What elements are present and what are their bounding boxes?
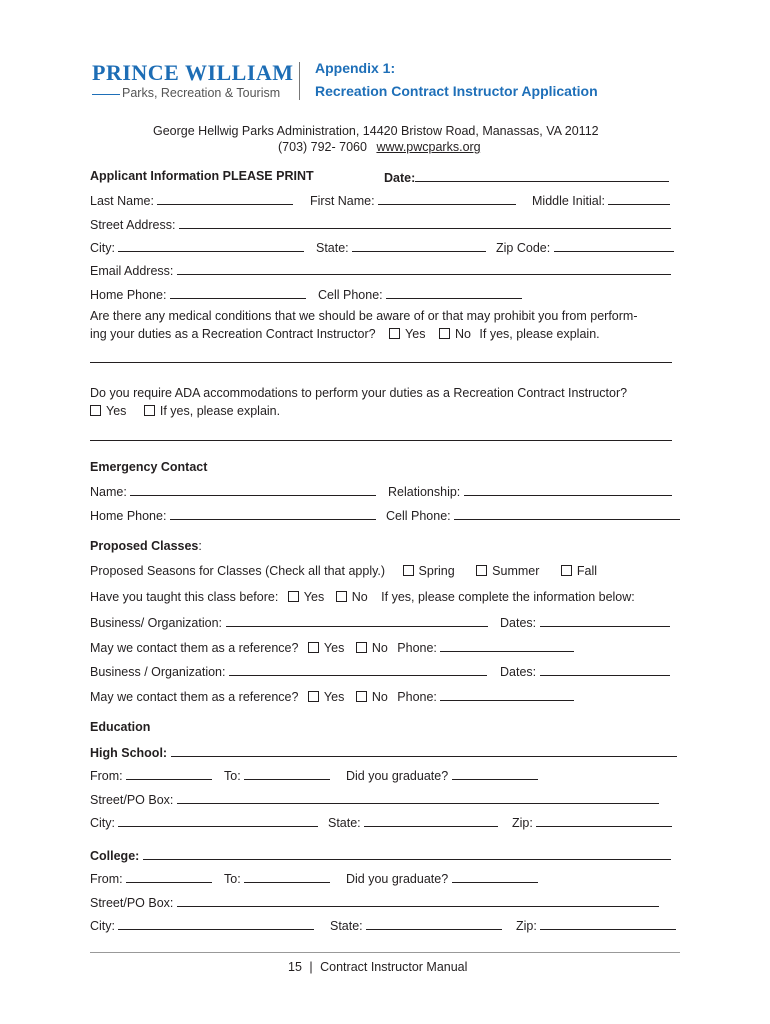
middle-initial-row: Middle Initial:	[532, 192, 670, 208]
taught-yes-checkbox[interactable]	[288, 591, 299, 602]
classes-heading: Proposed Classes:	[90, 539, 202, 553]
college-to-row: To:	[224, 870, 330, 886]
phone-number: (703) 792- 7060	[278, 140, 367, 154]
seasons-row: Proposed Seasons for Classes (Check all that apply.) Spring Summer Fall	[90, 564, 598, 578]
ada-question: Do you require ADA accommodations to perform your duties as a Recreation Contract Instructor?	[90, 386, 628, 400]
hs-graduate-row: Did you graduate?	[346, 767, 538, 783]
business2-field[interactable]	[229, 663, 487, 676]
emergency-name-field[interactable]	[130, 483, 376, 496]
website-link[interactable]: www.pwcparks.org	[376, 140, 481, 154]
emergency-home-phone-field[interactable]	[170, 507, 376, 520]
college-city-field[interactable]	[118, 917, 314, 930]
reference2-phone-field[interactable]	[440, 688, 574, 701]
hs-from-row: From:	[90, 767, 212, 783]
state-row: State:	[316, 239, 486, 255]
emergency-cell-phone-field[interactable]	[454, 507, 680, 520]
middle-initial-field[interactable]	[608, 192, 670, 205]
hs-to-field[interactable]	[244, 767, 330, 780]
college-city-row: City:	[90, 917, 314, 933]
reference2-row: May we contact them as a reference? Yes No Phone:	[90, 688, 574, 704]
street-field[interactable]	[179, 216, 671, 229]
zip-field[interactable]	[554, 239, 674, 252]
hs-street-field[interactable]	[177, 791, 659, 804]
dates2-row: Dates:	[500, 663, 670, 679]
street-row: Street Address:	[90, 216, 671, 232]
email-row: Email Address:	[90, 262, 671, 278]
appendix-label: Appendix 1:	[315, 60, 396, 76]
college-street-field[interactable]	[177, 894, 659, 907]
education-heading: Education	[90, 720, 151, 734]
hs-zip-row: Zip:	[512, 814, 672, 830]
medical-no-checkbox[interactable]	[439, 328, 450, 339]
hs-street-row: Street/PO Box:	[90, 791, 659, 807]
business2-row: Business / Organization:	[90, 663, 487, 679]
page-number: 15	[288, 960, 302, 974]
college-graduate-field[interactable]	[452, 870, 538, 883]
hs-state-field[interactable]	[364, 814, 498, 827]
first-name-row: First Name:	[310, 192, 516, 208]
college-zip-field[interactable]	[540, 917, 676, 930]
date-field[interactable]	[415, 169, 669, 182]
fall-checkbox[interactable]	[561, 565, 572, 576]
hs-from-field[interactable]	[126, 767, 212, 780]
page-title: Recreation Contract Instructor Application	[315, 83, 598, 99]
college-graduate-row: Did you graduate?	[346, 870, 538, 886]
taught-row: Have you taught this class before: Yes No If yes, please complete the information below:	[90, 590, 635, 604]
logo-divider	[299, 62, 300, 100]
taught-no-checkbox[interactable]	[336, 591, 347, 602]
dates1-row: Dates:	[500, 614, 670, 630]
emergency-cell-phone-row: Cell Phone:	[386, 507, 680, 523]
manual-name: Contract Instructor Manual	[320, 960, 468, 974]
last-name-field[interactable]	[157, 192, 293, 205]
ada-options: Yes If yes, please explain.	[90, 404, 280, 418]
date-label: Date:	[384, 169, 669, 185]
logo-wordmark: PRINCE WILLIAM	[92, 60, 294, 85]
business1-field[interactable]	[226, 614, 488, 627]
hs-state-row: State:	[328, 814, 498, 830]
ada-no-checkbox[interactable]	[144, 405, 155, 416]
high-school-row: High School:	[90, 744, 677, 760]
college-field[interactable]	[143, 847, 671, 860]
relationship-row: Relationship:	[388, 483, 672, 499]
hs-to-row: To:	[224, 767, 330, 783]
college-row: College:	[90, 847, 671, 863]
college-from-row: From:	[90, 870, 212, 886]
college-from-field[interactable]	[126, 870, 212, 883]
medical-question-2: ing your duties as a Recreation Contract Instructor? Yes No If yes, please explain.	[90, 327, 600, 341]
emergency-heading: Emergency Contact	[90, 460, 208, 474]
reference1-no-checkbox[interactable]	[356, 642, 367, 653]
college-state-row: State:	[330, 917, 502, 933]
reference2-no-checkbox[interactable]	[356, 691, 367, 702]
cell-phone-field[interactable]	[386, 286, 522, 299]
reference1-row: May we contact them as a reference? Yes No Phone:	[90, 639, 574, 655]
footer-rule	[90, 952, 680, 953]
logo-subtitle: Parks, Recreation & Tourism	[122, 86, 281, 100]
ada-yes-checkbox[interactable]	[90, 405, 101, 416]
logo-rule	[92, 94, 120, 95]
last-name-row: Last Name:	[90, 192, 293, 208]
state-field[interactable]	[352, 239, 486, 252]
college-state-field[interactable]	[366, 917, 502, 930]
high-school-field[interactable]	[171, 744, 677, 757]
footer	[288, 960, 467, 974]
business1-row: Business/ Organization:	[90, 614, 488, 630]
reference2-yes-checkbox[interactable]	[308, 691, 319, 702]
hs-city-field[interactable]	[118, 814, 318, 827]
summer-checkbox[interactable]	[476, 565, 487, 576]
email-field[interactable]	[177, 262, 671, 275]
dates1-field[interactable]	[540, 614, 670, 627]
first-name-field[interactable]	[378, 192, 516, 205]
home-phone-field[interactable]	[170, 286, 306, 299]
city-field[interactable]	[118, 239, 304, 252]
hs-graduate-field[interactable]	[452, 767, 538, 780]
cell-phone-row: Cell Phone:	[318, 286, 522, 302]
reference1-yes-checkbox[interactable]	[308, 642, 319, 653]
city-row: City:	[90, 239, 304, 255]
address-line: George Hellwig Parks Administration, 14420 Bristow Road, Manassas, VA 20112	[153, 124, 599, 138]
relationship-field[interactable]	[464, 483, 672, 496]
applicant-heading: Applicant Information PLEASE PRINT	[90, 169, 314, 183]
contact-line	[278, 140, 481, 154]
emergency-home-phone-row: Home Phone:	[90, 507, 376, 523]
medical-yes-checkbox[interactable]	[389, 328, 400, 339]
dates2-field[interactable]	[540, 663, 670, 676]
hs-zip-field[interactable]	[536, 814, 672, 827]
home-phone-row: Home Phone:	[90, 286, 306, 302]
medical-explain-line[interactable]	[90, 362, 672, 363]
reference1-phone-field[interactable]	[440, 639, 574, 652]
college-zip-row: Zip:	[516, 917, 676, 933]
ada-explain-line[interactable]	[90, 440, 672, 441]
spring-checkbox[interactable]	[403, 565, 414, 576]
zip-row: Zip Code:	[496, 239, 674, 255]
medical-question-1: Are there any medical conditions that we should be aware of or that may prohibit you from perform-	[90, 309, 638, 323]
footer-separator: |	[309, 960, 313, 974]
college-street-row: Street/PO Box:	[90, 894, 659, 910]
hs-city-row: City:	[90, 814, 318, 830]
emergency-name-row: Name:	[90, 483, 376, 499]
college-to-field[interactable]	[244, 870, 330, 883]
